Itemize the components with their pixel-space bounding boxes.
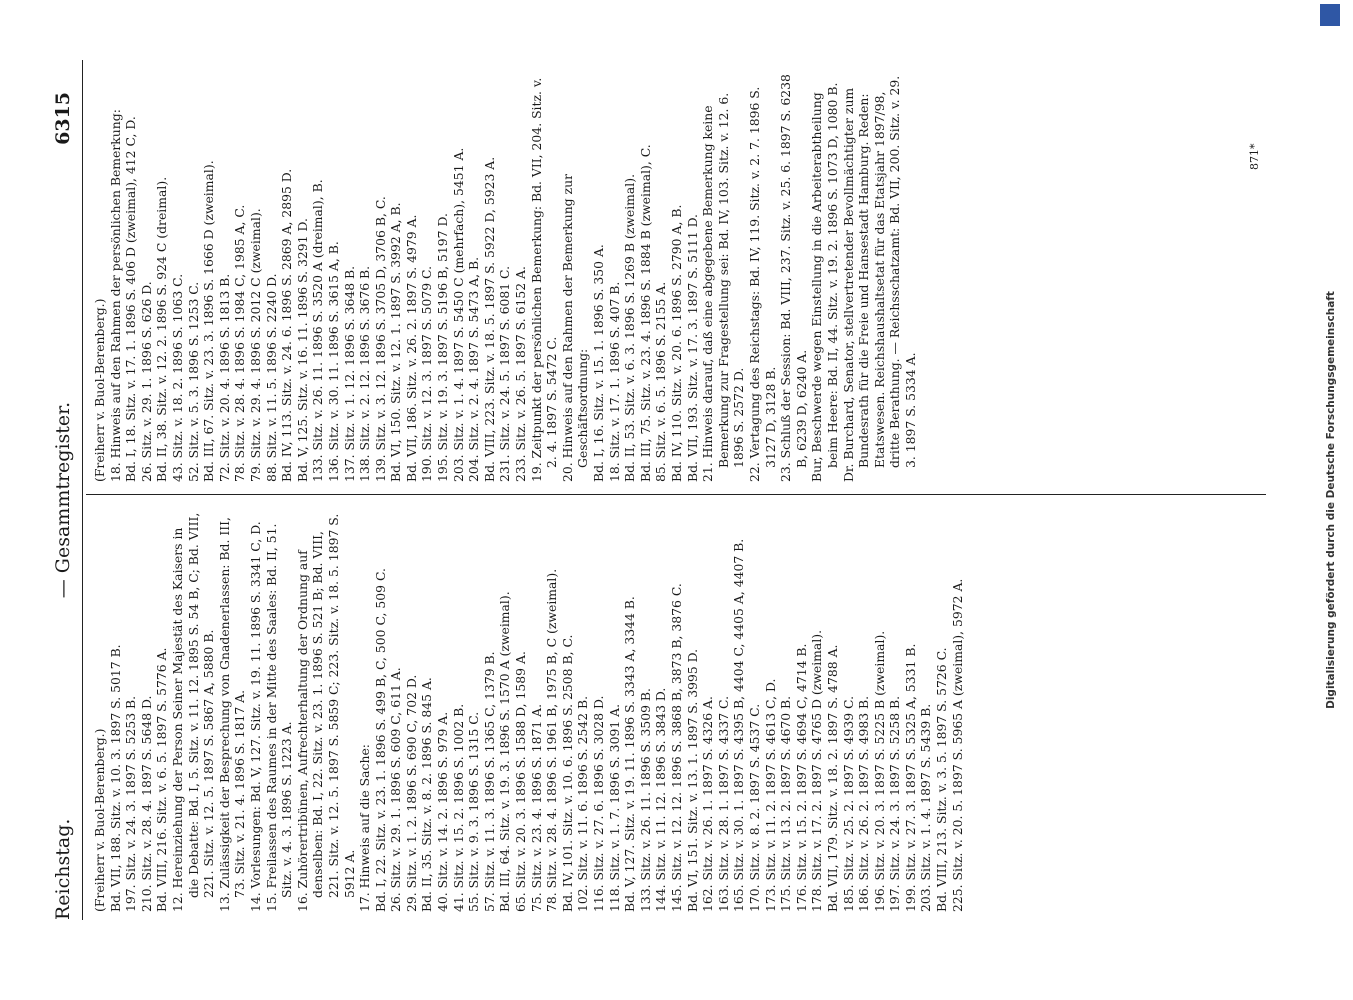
index-entry: Bd. VIII, 213. Sitz. v. 3. 5. 1897 S. 5726 C.	[934, 647, 950, 912]
index-entry: Bur, Beschwerde wegen Einstellung in die Arbeiterabtheilung beim Heere: Bd. II, 44. Sitz. v. 19. 2. 1896 S. 1073 D, 1080 B.	[809, 82, 840, 482]
index-entry: 79. Sitz. v. 29. 4. 1896 S. 2012 C (zweimal).	[247, 208, 263, 482]
index-entry: 12. Hereinziehung der Person Seiner Majestät des Kaisers in die Debatte: Bd. I, 5. Sitz. v. 11. 12. 1895 S. 54 B, C; Bd. VIII, 221. Sitz. v. 12. 5. 1897 S. 5867 A, 5880 B.	[169, 508, 217, 912]
index-entry: Bd. III, 64. Sitz. v. 19. 3. 1896 S. 1570 A (zweimal).	[497, 591, 513, 912]
index-entry: 203. Sitz. v. 1. 4. 1897 S. 5439 B.	[918, 703, 934, 912]
index-entry: 133. Sitz. v. 26. 11. 1896 S. 3509 B.	[637, 688, 653, 912]
index-entry: 55. Sitz. v. 9. 3. 1896 S. 1315 C.	[466, 711, 482, 912]
index-entry: 133. Sitz. v. 26. 11. 1896 S. 3520 A (dreimal), B.	[310, 179, 326, 482]
running-head-left: Reichstag.	[52, 818, 74, 920]
index-entry: 26. Sitz. v. 29. 1. 1896 S. 626 D.	[138, 281, 154, 482]
column-divider	[86, 494, 1266, 495]
index-entry: Bd. IV, 110. Sitz. v. 20. 6. 1896 S. 2790 A, B.	[668, 204, 684, 482]
index-entry: Bd. II, 35. Sitz. v. 8. 2. 1896 S. 845 A.	[419, 677, 435, 912]
index-entry: 16. Zuhörertribünen, Aufrechterhaltung der Ordnung auf denselben: Bd. I, 22. Sitz. v. 23. 1. 1896 S. 521 B; Bd. VIII, 221. Sitz. v. 12. 5. 1897 S. 5859 C; 223. Sitz. v. 18. 5. 1897 S. 5912 A.	[294, 509, 357, 912]
index-entry: 14. Vorlesungen: Bd. V, 127. Sitz. v. 19. 11. 1896 S. 3341 C, D.	[247, 521, 263, 912]
index-entry: 185. Sitz. v. 25. 2. 1897 S. 4939 C.	[840, 695, 856, 912]
index-entry: 88. Sitz. v. 11. 5. 1896 S. 2240 D.	[263, 273, 279, 482]
index-entry: Bd. V, 125. Sitz. v. 16. 11. 1896 S. 3291 D.	[294, 218, 310, 482]
index-entry: 173. Sitz. v. 11. 2. 1897 S. 4613 C, D.	[762, 678, 778, 912]
index-entry: 102. Sitz. v. 11. 6. 1896 S. 2542 B.	[575, 695, 591, 912]
index-entry: 137. Sitz. v. 1. 12. 1896 S. 3648 B.	[341, 265, 357, 482]
index-entry: 186. Sitz. v. 26. 2. 1897 S. 4983 B.	[856, 695, 872, 912]
index-entry: 197. Sitz. v. 24. 3. 1897 S. 5258 B.	[887, 695, 903, 912]
index-entry: Bd. VII, 193. Sitz. v. 17. 3. 1897 S. 5111 D.	[684, 213, 700, 482]
index-entry: 176. Sitz. v. 15. 2. 1897 S. 4694 C, 4714 B.	[793, 643, 809, 912]
index-entry: Bd. I, 16. Sitz. v. 15. 1. 1896 S. 350 A.	[591, 244, 606, 482]
index-entry: 165. Sitz. v. 30. 1. 1897 S. 4395 B, 4404 C, 4405 A, 4407 B.	[731, 538, 747, 912]
index-entry: Bd. I, 22. Sitz. v. 23. 1. 1896 S. 499 B, C, 500 C, 509 C.	[372, 568, 388, 912]
index-entry: Dr. Burchard, Senator, stellvertretender Bevollmächtigter zum Bundesrath für die Freie und Hansestadt Hamburg. Reden: Etatswesen. Reichshaushaltsetat für das Etatsjahr 1897/98, dritte Berathung. — Reichsschatzamt: Bd. VII, 200. Sitz. v. 29. 3. 1897 S. 5334 A.	[840, 71, 918, 482]
index-entry: 72. Sitz. v. 20. 4. 1896 S. 1813 B.	[216, 273, 232, 482]
right-column	[92, 72, 918, 482]
index-entry: Bd. VI, 150. Sitz. v. 12. 1. 1897 S. 3992 A, B.	[388, 202, 404, 482]
index-entry: 75. Sitz. v. 23. 4. 1896 S. 1871 A.	[528, 703, 544, 912]
index-entry: 19. Zeitpunkt der persönlichen Bemerkung: Bd. VII, 204. Sitz. v. 2. 4. 1897 S. 5472 C.	[528, 73, 560, 482]
index-entry: 13. Zulässigkeit der Besprechung von Gnadenerlassen: Bd. III, 73. Sitz. v. 21. 4. 1896 S. 1817 A.	[216, 513, 248, 912]
index-entry: 196. Sitz. v. 20. 3. 1897 S. 5225 B (zweimal).	[871, 630, 887, 912]
index-entry: Bd. III, 67. Sitz. v. 23. 3. 1896 S. 1666 D (zweimal).	[201, 160, 217, 482]
index-entry: Bd. IV, 101. Sitz. v. 10. 6. 1896 S. 2508 B, C.	[559, 634, 575, 912]
index-entry: 163. Sitz. v. 28. 1. 1897 S. 4337 C.	[715, 695, 731, 912]
index-entry: 195. Sitz. v. 19. 3. 1897 S. 5196 B, 5197 D.	[435, 213, 451, 482]
index-entry: 139. Sitz. v. 3. 12. 1896 S. 3705 D, 3706 B, C.	[372, 196, 388, 482]
index-entry: Bd. I, 18. Sitz. v. 17. 1. 1896 S. 406 D (zweimal), 412 C, D.	[123, 116, 139, 482]
index-entry: 20. Hinweis auf den Rahmen der Bemerkung zur Geschäftsordnung:	[559, 170, 591, 482]
index-entry: 78. Sitz. v. 28. 4. 1896 S. 1961 B, 1975 B, C (zweimal).	[544, 568, 560, 912]
index-entry: 40. Sitz. v. 14. 2. 1896 S. 979 A.	[435, 711, 451, 912]
index-entry: 41. Sitz. v. 15. 2. 1896 S. 1002 B.	[450, 703, 466, 912]
index-entry: 57. Sitz. v. 11. 3. 1896 S. 1365 C, 1379 B.	[481, 651, 497, 912]
running-head-center: — Gesammtregister.	[52, 401, 74, 599]
index-entry: 15. Freilassen des Raumes in der Mitte des Saales: Bd. II, 51. Sitz. v. 4. 3. 1896 S. 1223 A.	[263, 519, 295, 912]
index-entry: 23. Schluß der Session: Bd. VIII, 237. Sitz. v. 25. 6. 1897 S. 6238 B, 6239 D, 6240 A.	[778, 70, 809, 482]
index-entry: 204. Sitz. v. 2. 4. 1897 S. 5473 A, B.	[466, 256, 482, 482]
left-column	[92, 507, 965, 912]
header-rule	[82, 60, 83, 920]
index-entry: 170. Sitz. v. 8. 2. 1897 S. 4537 C.	[746, 703, 762, 912]
index-entry: 231. Sitz. v. 24. 5. 1897 S. 6081 C.	[497, 265, 513, 482]
index-entry: Bd. VII, 186. Sitz. v. 26. 2. 1897 S. 4979 A.	[403, 214, 419, 482]
index-entry: Bd. IV, 113. Sitz. v. 24. 6. 1896 S. 2869 A, 2895 D.	[279, 168, 295, 482]
index-entry: 178. Sitz. v. 17. 2. 1897 S. 4765 D (zweimal).	[809, 629, 825, 912]
index-entry: Bd. VIII, 216. Sitz. v. 6. 5. 1897 S. 5776 A.	[154, 647, 170, 912]
index-entry: 17. Hinweis auf die Sache:	[357, 744, 373, 912]
index-entry: 233. Sitz. v. 26. 5. 1897 S. 6152 A.	[513, 266, 529, 482]
index-entry: Bd. II, 53. Sitz. v. 6. 3. 1896 S. 1269 B (zweimal).	[622, 173, 638, 482]
index-entry: 43. Sitz. v. 18. 2. 1896 S. 1063 C.	[169, 273, 185, 482]
index-entry: 18. Hinweis auf den Rahmen der persönlichen Bemerkung:	[107, 109, 123, 482]
index-entry: (Freiherr v. Buol-Berenberg.)	[92, 298, 107, 482]
index-entry: 52. Sitz. v. 5. 3. 1896 S. 1253 C.	[185, 281, 201, 482]
dfg-logo	[1320, 4, 1340, 26]
index-entry: 203. Sitz. v. 1. 4. 1897 S. 5450 C (mehrfach), 5451 A.	[450, 147, 466, 482]
index-entry: 29. Sitz. v. 1. 2. 1896 S. 690 C, 702 D.	[403, 674, 419, 912]
page-number: 6315	[52, 92, 74, 145]
index-entry: Bd. VI, 151. Sitz. v. 13. 1. 1897 S. 3995 D.	[684, 648, 700, 912]
index-entry: 136. Sitz. v. 30. 11. 1896 S. 3615 A, B.	[325, 241, 341, 482]
index-entry: 18. Sitz. v. 17. 1. 1896 S. 407 B.	[606, 281, 622, 482]
index-entry: 190. Sitz. v. 12. 3. 1897 S. 5079 C.	[419, 265, 435, 482]
index-entry: 118. Sitz. v. 1. 7. 1896 S. 3091 A.	[606, 703, 622, 912]
index-entry: Bd. VIII, 223. Sitz. v. 18. 5. 1897 S. 5922 D, 5923 A.	[481, 156, 497, 482]
index-entry: 116. Sitz. v. 27. 6. 1896 S. 3028 D.	[591, 695, 606, 912]
index-entry: 175. Sitz. v. 13. 2. 1897 S. 4670 B.	[778, 695, 794, 912]
index-entry: 78. Sitz. v. 28. 4. 1896 S. 1984 C, 1985 A, C.	[232, 204, 248, 482]
index-entry: 162. Sitz. v. 26. 1. 1897 S. 4326 A.	[700, 696, 716, 912]
index-entry: 144. Sitz. v. 11. 12. 1896 S. 3843 D.	[653, 687, 669, 912]
index-entry: 138. Sitz. v. 2. 12. 1896 S. 3676 B.	[357, 265, 373, 482]
index-entry: 210. Sitz. v. 28. 4. 1897 S. 5648 D.	[138, 695, 154, 912]
digitization-note: Digitalisierung gefördert durch die Deutsche Forschungsgemeinschaft	[1325, 291, 1337, 709]
page-signature: 871*	[1248, 143, 1261, 170]
index-entry: 199. Sitz. v. 27. 3. 1897 S. 5325 A, 5331 B.	[902, 643, 918, 912]
index-entry: 225. Sitz. v. 20. 5. 1897 S. 5965 A (zweimal), 5972 A.	[949, 578, 965, 912]
index-entry: Bd. III, 75. Sitz. v. 23. 4. 1896 S. 1884 B (zweimal), C.	[637, 144, 653, 482]
index-entry: 21. Hinweis darauf, daß eine abgegebene Bemerkung keine Bemerkung zur Fragestellung sei: Bd. IV, 103. Sitz. v. 12. 6. 1896 S. 2572 D.	[700, 88, 747, 482]
index-entry: 85. Sitz. v. 6. 5. 1896 S. 2155 A.	[653, 281, 669, 482]
index-entry: 26. Sitz. v. 29. 1. 1896 S. 609 C, 611 A.	[388, 667, 404, 912]
index-entry: 22. Vertagung des Reichstags: Bd. IV, 119. Sitz. v. 2. 7. 1896 S. 3127 D, 3128 B.	[746, 82, 778, 482]
index-entry: Bd. II, 38. Sitz. v. 12. 2. 1896 S. 924 C (dreimal).	[154, 176, 170, 482]
index-entry: Bd. VII, 179. Sitz. v. 18. 2. 1897 S. 4788 A.	[824, 644, 840, 912]
index-entry: 197. Sitz. v. 24. 3. 1897 S. 5253 B.	[123, 695, 139, 912]
index-entry: 65. Sitz. v. 20. 3. 1896 S. 1588 D, 1589 A.	[513, 651, 529, 912]
index-entry: Bd. VII, 188. Sitz. v. 10. 3. 1897 S. 5017 B.	[107, 644, 123, 912]
index-entry: (Freiherr v. Buol-Berenberg.)	[92, 728, 107, 912]
index-entry: Bd. V, 127. Sitz. v. 19. 11. 1896 S. 3343 A, 3344 B.	[622, 596, 638, 912]
index-entry: 145. Sitz. v. 12. 12. 1896 S. 3868 B, 3873 B, 3876 C.	[668, 583, 684, 912]
